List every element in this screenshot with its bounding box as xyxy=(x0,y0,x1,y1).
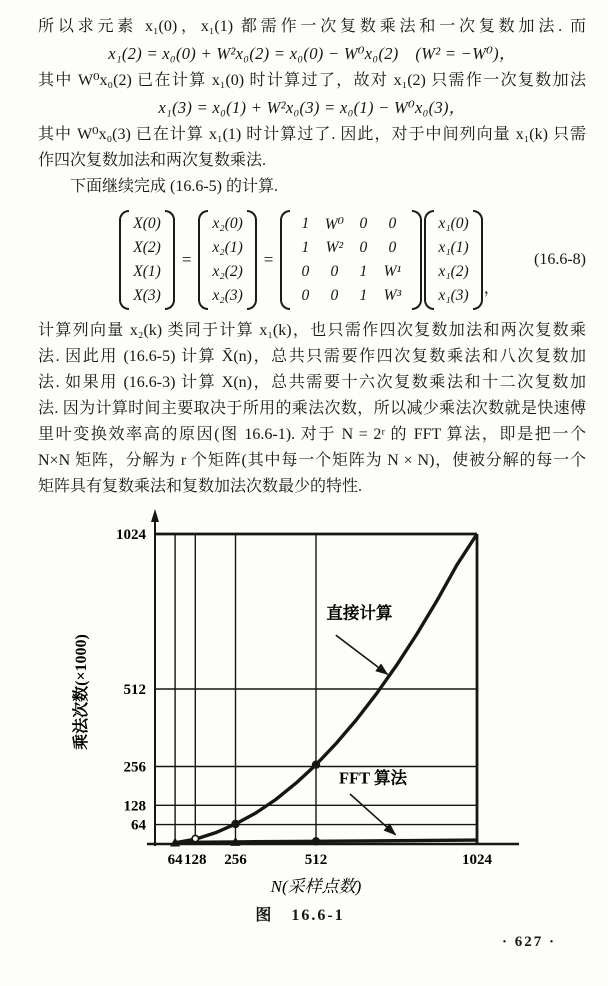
svg-text:512: 512 xyxy=(304,852,328,868)
marker-dot xyxy=(312,761,320,769)
marker-dot xyxy=(312,837,320,845)
x-tick-labels xyxy=(168,852,493,868)
marker-dot xyxy=(231,820,239,828)
y-axis-label: 乘法次数(×1000) xyxy=(73,634,90,750)
gridlines xyxy=(155,534,477,844)
figure-16-6-1 xyxy=(60,504,540,904)
annotation-label-1: FFT 算法 xyxy=(339,768,407,788)
equation-16-6-8 xyxy=(32,208,586,312)
equation-x1-3: x₁(3) = x₀(1) + W²x₀(3) = x₀(1) − W⁰x₀(3)， xyxy=(158,98,466,117)
figure-caption: 图 16.6-1 xyxy=(255,907,345,924)
annotation-arrow-1 xyxy=(350,794,396,835)
equals-sign: = xyxy=(263,250,274,269)
paragraph-3-line-1: 计算列向量 x₂(k) 类同于计算 x₁(k)，也只需作四次复数加法和两次复数乘 xyxy=(38,322,586,339)
svg-text:256: 256 xyxy=(224,852,247,868)
svg-text:1024: 1024 xyxy=(116,527,146,543)
paragraph-3-line-5: 里叶变换效率高的原因(图 16.6-1). 对于 N = 2ʳ 的 FFT 算法，即是把一个 xyxy=(38,426,586,443)
equation-x1-2: x₁(2) = x₀(0) + W²x₀(2) = x₀(0) − W⁰x₀(2) (W² = −W⁰)， xyxy=(108,44,516,63)
paren-right xyxy=(412,210,422,310)
svg-text:512: 512 xyxy=(123,682,146,698)
marker-open xyxy=(192,835,198,841)
paren-left xyxy=(119,210,129,310)
y-axis-arrow xyxy=(151,509,159,522)
paren-right xyxy=(473,210,483,310)
transform-matrix: 1 W⁰ 0 0 1 W² 0 0 0 0 1 W¹ 0 0 1 W³ xyxy=(301,215,402,304)
annotation-label-0: 直接计算 xyxy=(326,603,393,623)
y-tick-labels xyxy=(116,527,147,834)
paragraph-1-line-6: 作四次复数加法和两次复数乘法. xyxy=(38,152,267,169)
page-number: · 627 · xyxy=(501,934,556,950)
paragraph-1-line-3: 其中 W⁰x₀(2) 已在计算 x₁(0) 时计算过了，故对 x₁(2) 只需作一次复数加法 xyxy=(38,72,586,89)
paren-left xyxy=(280,210,290,310)
paragraph-3-line-7: 矩阵具有复数乘法和复数加法次数最少的特性. xyxy=(38,478,363,495)
paragraph-3-line-6: N×N 矩阵，分解为 r 个矩阵(其中每一个矩阵为 N × N)，使被分解的每一个 xyxy=(38,452,586,469)
equals-sign: = xyxy=(181,250,192,269)
paren-left xyxy=(424,210,434,310)
multiplication-count-chart xyxy=(60,504,540,904)
vector-x1: x₁(0) x₁(1) x₁(2) x₁(3) xyxy=(438,215,469,304)
vector-x2: x₂(0) x₂(1) x₂(2) x₂(3) xyxy=(212,215,243,304)
paragraph-3-line-4: 法. 因为计算时间主要取决于所用的乘法次数，所以减少乘法次数就是快速傅 xyxy=(38,400,586,417)
paren-right xyxy=(247,210,257,310)
paragraph-3-line-3: 法. 如果用 (16.6-3) 计算 X(n)，总共需要十六次复数乘法和十二次复数加 xyxy=(38,374,586,391)
paragraph-1-line-5: 其中 W⁰x₀(3) 已在计算 x₁(1) 时计算过了. 因此，对于中间列向量 x₁(k) 只需 xyxy=(38,126,586,143)
vector-X: X(0) X(2) X(1) X(3) xyxy=(133,215,161,304)
equation-comma: ， xyxy=(483,280,500,297)
paragraph-2-lead: 下面继续完成 (16.6-5) 的计算. xyxy=(70,178,278,195)
x-axis-label: N(采样点数) xyxy=(270,877,362,896)
paren-right xyxy=(165,210,175,310)
svg-text:64: 64 xyxy=(131,817,146,834)
svg-text:256: 256 xyxy=(123,759,146,776)
paren-left xyxy=(198,210,208,310)
paragraph-3-line-2: 法. 因此用 (16.6-5) 计算 X̄(n)，总共只需要作四次复数乘法和八次复数加 xyxy=(38,348,586,365)
paragraph-1-line-1: 所以求元素 x₁(0)，x₁(1) 都需作一次复数乘法和一次复数加法. 而 xyxy=(38,18,586,35)
annotation-arrow-0 xyxy=(336,635,388,674)
equation-number: (16.6-8) xyxy=(534,251,586,268)
series-fft xyxy=(175,840,477,842)
svg-text:128: 128 xyxy=(123,798,146,815)
svg-text:128: 128 xyxy=(184,852,207,868)
svg-text:1024: 1024 xyxy=(462,852,492,868)
svg-text:64: 64 xyxy=(167,852,183,868)
